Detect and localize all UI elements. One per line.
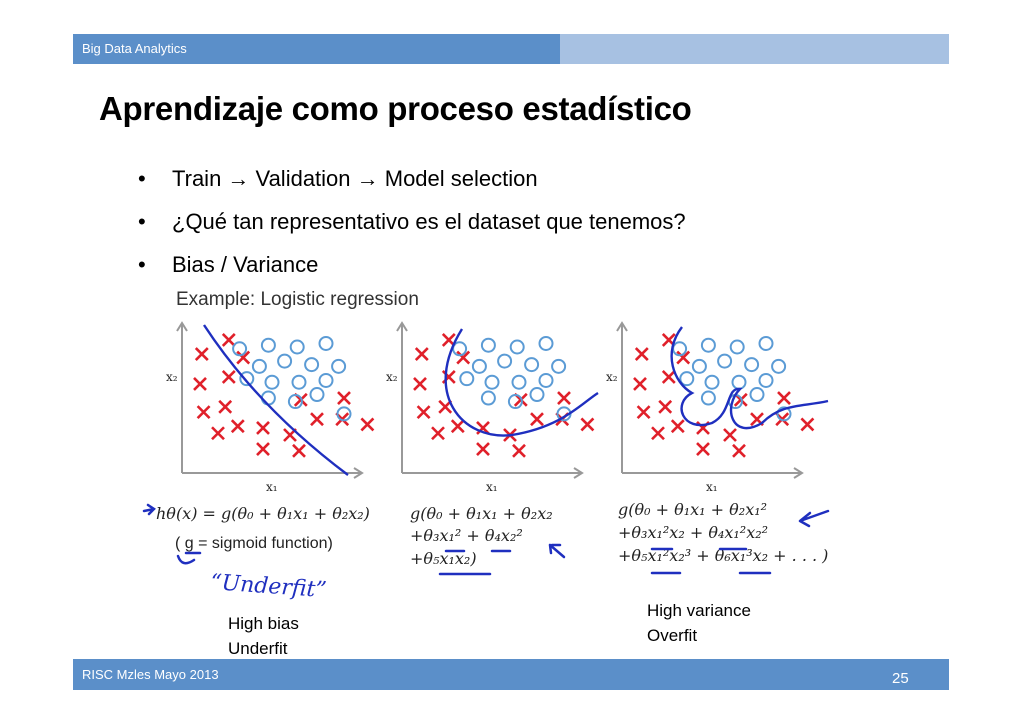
data-point-circle bbox=[473, 360, 486, 373]
data-point-circle bbox=[731, 341, 744, 354]
left-arrow-mark bbox=[144, 505, 154, 514]
data-point-cross bbox=[581, 418, 593, 430]
data-point-cross bbox=[801, 418, 813, 430]
header-bar-light bbox=[560, 34, 949, 64]
check-arrow-icon bbox=[550, 545, 564, 557]
data-point-cross bbox=[636, 348, 648, 360]
data-point-circle bbox=[262, 392, 275, 405]
data-point-circle bbox=[702, 339, 715, 352]
y-axis-label: x₂ bbox=[386, 370, 398, 384]
data-point-cross bbox=[634, 378, 646, 390]
data-point-circle bbox=[320, 374, 333, 387]
data-point-cross bbox=[198, 406, 210, 418]
panel3-formula-line3: +θ₅x₁²x₂³ + θ₆x₁³x₂ + . . . ) bbox=[618, 546, 829, 565]
data-point-circle bbox=[305, 358, 318, 371]
data-point-cross bbox=[338, 392, 350, 404]
data-point-cross bbox=[733, 445, 745, 457]
left-arrow-icon bbox=[800, 511, 828, 526]
data-point-circle bbox=[262, 339, 275, 352]
y-axis-label: x₂ bbox=[606, 370, 618, 384]
data-point-circle bbox=[680, 372, 693, 385]
panel1-formula: hθ(x) = g(θ₀ + θ₁x₁ + θ₂x₂) bbox=[156, 504, 370, 523]
data-point-cross bbox=[452, 420, 464, 432]
note-high-bias: High bias bbox=[228, 614, 299, 633]
overfit-note bbox=[647, 598, 751, 648]
footer-text: RISC Mzles Mayo 2013 bbox=[82, 667, 219, 682]
decision-boundary bbox=[672, 327, 828, 428]
data-point-circle bbox=[460, 372, 473, 385]
slide-title: Aprendizaje como proceso estadístico bbox=[99, 90, 692, 127]
data-point-circle bbox=[706, 376, 719, 389]
underfit-note bbox=[228, 611, 299, 661]
data-point-cross bbox=[194, 378, 206, 390]
data-point-cross bbox=[558, 392, 570, 404]
bullet-list bbox=[138, 165, 686, 294]
decision-boundary bbox=[204, 325, 348, 475]
data-point-circle bbox=[531, 388, 544, 401]
data-point-circle bbox=[253, 360, 266, 373]
data-point-circle bbox=[540, 337, 553, 350]
panel3-formula-line2: +θ₃x₁²x₂ + θ₄x₁²x₂² bbox=[618, 523, 769, 542]
data-point-cross bbox=[697, 443, 709, 455]
curl-mark bbox=[178, 556, 194, 563]
data-point-cross bbox=[659, 401, 671, 413]
data-point-circle bbox=[293, 376, 306, 389]
data-point-cross bbox=[663, 371, 675, 383]
data-point-cross bbox=[223, 334, 235, 346]
data-point-circle bbox=[482, 339, 495, 352]
panel2-formula-line1: g(θ₀ + θ₁x₁ + θ₂x₂ bbox=[410, 504, 553, 523]
data-point-cross bbox=[257, 443, 269, 455]
x-axis-label: x₁ bbox=[486, 480, 498, 494]
data-point-circle bbox=[486, 376, 499, 389]
data-point-circle bbox=[718, 355, 731, 368]
bullet-item: • ¿Qué tan representativo es el dataset que tenemos? bbox=[138, 208, 686, 251]
data-point-cross bbox=[724, 429, 736, 441]
data-point-circle bbox=[513, 376, 526, 389]
note-overfit: Overfit bbox=[647, 626, 698, 645]
data-point-circle bbox=[320, 337, 333, 350]
data-point-cross bbox=[212, 427, 224, 439]
data-point-circle bbox=[482, 392, 495, 405]
data-point-circle bbox=[498, 355, 511, 368]
data-point-circle bbox=[760, 337, 773, 350]
data-point-circle bbox=[745, 358, 758, 371]
bullet-item: • Train → Validation → Model selection bbox=[138, 165, 686, 208]
data-point-circle bbox=[693, 360, 706, 373]
data-point-cross bbox=[652, 427, 664, 439]
data-point-circle bbox=[772, 360, 785, 373]
data-point-circle bbox=[552, 360, 565, 373]
logistic-regression-figure bbox=[140, 283, 860, 603]
bullet-item: • Bias / Variance bbox=[138, 251, 686, 294]
panel3-formula-line1: g(θ₀ + θ₁x₁ + θ₂x₁² bbox=[618, 500, 768, 519]
data-point-cross bbox=[196, 348, 208, 360]
panel2-formula-line2: +θ₃x₁² + θ₄x₂² bbox=[410, 526, 523, 545]
data-point-cross bbox=[513, 445, 525, 457]
underfit-handwriting: “Underfit” bbox=[209, 570, 328, 603]
course-name: Big Data Analytics bbox=[82, 41, 187, 56]
data-point-cross bbox=[416, 348, 428, 360]
data-point-cross bbox=[414, 378, 426, 390]
data-point-cross bbox=[638, 406, 650, 418]
decision-boundary bbox=[446, 329, 598, 436]
data-point-cross bbox=[418, 406, 430, 418]
data-point-cross bbox=[477, 443, 489, 455]
x-axis-label: x₁ bbox=[266, 480, 278, 494]
data-point-cross bbox=[223, 371, 235, 383]
data-point-circle bbox=[278, 355, 291, 368]
note-high-variance: High variance bbox=[647, 601, 751, 620]
data-point-circle bbox=[332, 360, 345, 373]
data-point-cross bbox=[219, 401, 231, 413]
data-point-cross bbox=[432, 427, 444, 439]
data-point-circle bbox=[291, 341, 304, 354]
data-point-cross bbox=[531, 413, 543, 425]
data-point-cross bbox=[232, 420, 244, 432]
data-point-cross bbox=[672, 420, 684, 432]
note-underfit: Underfit bbox=[228, 639, 288, 658]
data-point-circle bbox=[511, 341, 524, 354]
data-point-circle bbox=[751, 388, 764, 401]
data-point-circle bbox=[266, 376, 279, 389]
page-number: 25 bbox=[892, 670, 909, 687]
panel1-note: ( g = sigmoid function) bbox=[175, 535, 333, 552]
data-point-circle bbox=[760, 374, 773, 387]
panel2-formula-line3: +θ₅x₁x₂) bbox=[410, 549, 477, 568]
data-point-circle bbox=[311, 388, 324, 401]
data-point-circle bbox=[702, 392, 715, 405]
data-point-cross bbox=[293, 445, 305, 457]
data-point-cross bbox=[311, 413, 323, 425]
data-point-circle bbox=[733, 376, 746, 389]
x-axis-label: x₁ bbox=[706, 480, 718, 494]
data-point-circle bbox=[540, 374, 553, 387]
data-point-cross bbox=[361, 418, 373, 430]
data-point-cross bbox=[257, 422, 269, 434]
figure-heading: Example: Logistic regression bbox=[176, 289, 419, 310]
data-point-cross bbox=[778, 392, 790, 404]
data-point-circle bbox=[525, 358, 538, 371]
y-axis-label: x₂ bbox=[166, 370, 178, 384]
